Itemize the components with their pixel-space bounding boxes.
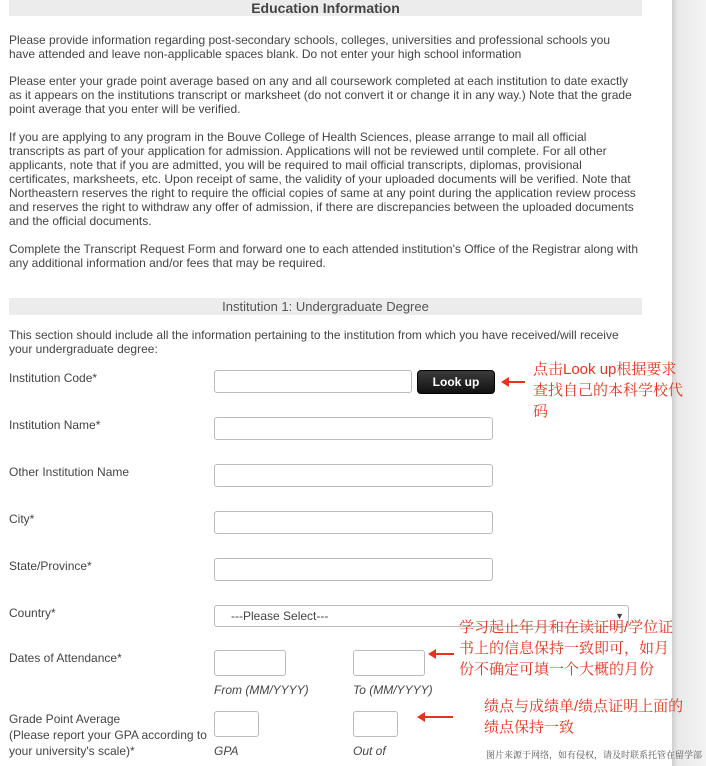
gpa-label-line-3: your university's scale)* (9, 744, 135, 758)
gpa-label-line-1: Grade Point Average (9, 712, 121, 726)
chevron-down-icon: ▼ (615, 611, 624, 621)
annotation-dates-line-2: 书上的信息保持一致即可，如月 (459, 640, 670, 657)
watermark-text: 图片来源于网络，如有侵权，请及时联系托管在留学部 (486, 750, 703, 760)
gpa-caption: GPA (214, 744, 239, 758)
state-province-input[interactable] (214, 558, 493, 581)
institution-code-label: Institution Code* (9, 371, 98, 385)
annotation-gpa (484, 696, 683, 738)
state-province-label: State/Province* (9, 559, 92, 573)
city-label: City* (9, 512, 35, 526)
out-of-caption: Out of (353, 744, 386, 758)
annotation-lookup-line-3: 码 (533, 403, 549, 420)
institution-name-label: Institution Name* (9, 418, 101, 432)
gpa-input[interactable] (214, 711, 259, 737)
country-label: Country* (9, 606, 56, 620)
country-selected-value: ---Please Select--- (231, 609, 329, 623)
dates-of-attendance-label: Dates of Attendance* (9, 651, 122, 665)
annotation-gpa-line-1: 绩点与成绩单/绩点证明上面的 (484, 698, 684, 715)
other-institution-name-input[interactable] (214, 464, 493, 487)
to-date-input[interactable] (353, 650, 425, 676)
city-input[interactable] (214, 511, 493, 534)
annotation-dates-line-3: 份不确定可填一个大概的月份 (459, 661, 655, 678)
section-heading-institution: Institution 1: Undergraduate Degree (9, 298, 642, 315)
lookup-button[interactable]: Look up (417, 370, 495, 394)
from-date-caption: From (MM/YYYY) (214, 683, 309, 697)
arrow-left-icon (434, 653, 454, 655)
annotation-lookup-line-1: 点击Look up根据要求 (533, 361, 677, 378)
institution-code-input[interactable] (214, 370, 412, 393)
out-of-input[interactable] (353, 711, 398, 737)
intro-paragraph-2: Please enter your grade point average based on any and all coursework completed at each institution to date exactly as it appears on the institutions transcript or marksheet (do not convert it or change it in any way.) Note that the grade point average that you enter will be verified. (9, 74, 632, 116)
annotation-dates-line-1: 学习起止年月和在读证明/学位证 (459, 619, 674, 636)
gpa-label-line-2: (Please report your GPA according to (9, 728, 207, 742)
arrow-left-icon (423, 716, 453, 718)
intro-paragraph-3: If you are applying to any program in the Bouve College of Health Sciences, please arrange to mail all official transcripts as part of your application for admission. Applications will not be reviewed until complete. For all other applicants, note that if you are admitted, you will be required to mail official transcripts, diplomas, provisional certificates, marksheets, etc. Upon receipt of same, the validity of your uploaded documents will be verified. Note that Northeastern reserves the right to require the official copies of same at any point during the application review process and reserves the right to withdraw any offer of admission, if there are discrepancies between the uploaded documents and the official documents. (9, 130, 636, 228)
annotation-lookup (533, 359, 683, 422)
institution-description: This section should include all the information pertaining to the institution from which you have received/will receive your undergraduate degree: (9, 328, 619, 356)
intro-paragraph-4: Complete the Transcript Request Form and forward one to each attended institution's Office of the Registrar along with any additional information and/or fees that may be required. (9, 242, 639, 270)
intro-paragraph-1: Please provide information regarding post-secondary schools, colleges, universities and professional schools you have attended and leave non-applicable spaces blank. Do not enter your high school information (9, 33, 610, 61)
other-institution-name-label: Other Institution Name (9, 465, 130, 479)
from-date-input[interactable] (214, 650, 286, 676)
section-heading-education: Education Information (9, 0, 642, 16)
annotation-dates (459, 617, 673, 680)
to-date-caption: To (MM/YYYY) (353, 683, 433, 697)
annotation-gpa-line-2: 绩点保持一致 (484, 719, 575, 736)
institution-name-input[interactable] (214, 417, 493, 440)
arrow-left-icon (507, 381, 525, 383)
annotation-lookup-line-2: 查找自己的本科学校代 (533, 382, 684, 399)
